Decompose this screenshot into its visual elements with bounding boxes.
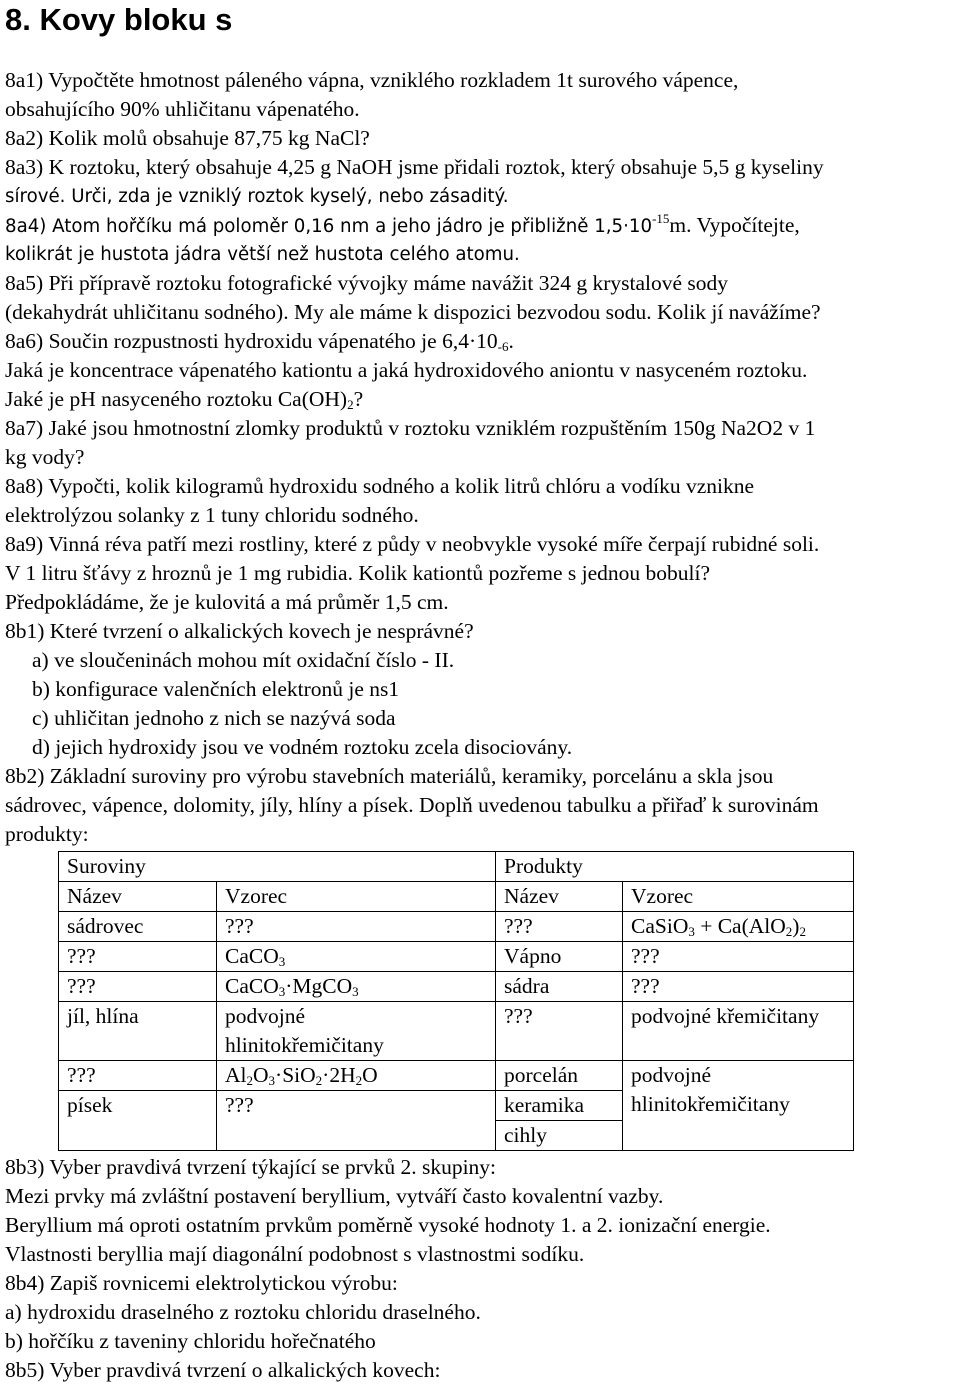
- formula-part: ·SiO: [275, 1063, 316, 1087]
- exercise-8a7-line1: 8a7) Jaké jsou hmotnostní zlomky produktů v roztoku vzniklém rozpuštěním 150g Na2O2 v 1: [5, 416, 816, 440]
- exercise-8a8-line1: 8a8) Vypočti, kolik kilogramů hydroxidu sodného a kolik litrů chlóru a vodíku vznikne: [5, 474, 755, 498]
- table-cell: Vápno: [496, 942, 623, 972]
- exercise-8a6-text-end: .: [508, 329, 514, 353]
- table-cell: [217, 972, 496, 1002]
- exercise-8a4-text-end: m. Vypočítejte,: [669, 213, 800, 237]
- exercise-8a6-ph-sub: 2: [347, 397, 354, 412]
- exercise-8a6-line3: [5, 385, 955, 414]
- cell-line: hlinitokřemičitany: [631, 1092, 790, 1116]
- header-vzorec-produkty: Vzorec: [623, 882, 854, 912]
- formula-part: CaCO: [225, 974, 279, 998]
- exercise-8a1-line2: obsahujícího 90% uhličitanu vápenatého.: [5, 97, 360, 121]
- exercise-8b4-b: b) hořčíku z taveniny chloridu hořečnatého: [5, 1329, 376, 1353]
- exercise-8a7-line2: kg vody?: [5, 445, 85, 469]
- table-row: [59, 972, 854, 1002]
- table-cell: ???: [623, 942, 854, 972]
- formula-part: ·2H: [322, 1063, 356, 1087]
- exercise-8a9-line1: 8a9) Vinná réva patří mezi rostliny, které z půdy v neobvykle vysoké míře čerpají rubidné soli.: [5, 532, 820, 556]
- formula-sub: 3: [352, 984, 359, 999]
- header-nazev-produkty: Název: [496, 882, 623, 912]
- exercise-8a6-line1: [5, 327, 955, 356]
- exercise-8b2-line3: produkty:: [5, 822, 89, 846]
- formula-sub: 3: [268, 1073, 276, 1088]
- table-row: [59, 1061, 854, 1091]
- table-cell: porcelán: [496, 1061, 623, 1091]
- formula-sub: 3: [278, 954, 286, 969]
- exercise-8b2-line2: sádrovec, vápence, dolomity, jíly, hlíny a písek. Doplň uvedenou tabulku a přiřaď k surovinám: [5, 793, 819, 817]
- formula-sub: 3: [688, 924, 695, 939]
- exercise-8a1-line1: 8a1) Vypočtěte hmotnost páleného vápna, vzniklého rozkladem 1t surového vápence,: [5, 68, 739, 92]
- cell-line: hlinitokřemičitany: [225, 1033, 384, 1057]
- exercise-8b3-statement-1: Mezi prvky má zvláštní postavení beryllium, vytváří často kovalentní vazby.: [5, 1184, 664, 1208]
- exercise-8a5-line2: (dekahydrát uhličitanu sodného). My ale máme k dispozici bezvodou sodu. Kolik jí navážíme?: [5, 300, 821, 324]
- exercise-8a6-exponent: -6: [497, 339, 509, 354]
- table-cell: ???: [496, 912, 623, 942]
- exercise-8a5-line1: 8a5) Při přípravě roztoku fotografické vývojky máme navážit 324 g krystalové sody: [5, 271, 729, 295]
- table-cell: sádra: [496, 972, 623, 1002]
- table-cell: jíl, hlína: [59, 1002, 217, 1061]
- exercise-8b1-option-c: c) uhličitan jednoho z nich se nazývá soda: [32, 706, 396, 730]
- exercise-8b4-a: a) hydroxidu draselného z roztoku chloridu draselného.: [5, 1300, 481, 1324]
- table-cell: sádrovec: [59, 912, 217, 942]
- cell-line: podvojné: [225, 1004, 306, 1028]
- table-cell: ???: [59, 942, 217, 972]
- exercise-8a6-line2: Jaká je koncentrace vápenatého kationtu a jaká hydroxidového aniontu v nasyceném roztoku.: [5, 358, 808, 382]
- exercise-8a9-line3: Předpokládáme, že je kulovitá a má průměr 1,5 cm.: [5, 590, 449, 614]
- formula-part: ): [792, 914, 800, 938]
- table-cell: písek: [59, 1091, 217, 1151]
- exercise-8b3-statement-3: Vlastnosti beryllia mají diagonální podobnost s vlastnostmi sodíku.: [5, 1242, 585, 1266]
- formula-part: CaCO: [225, 944, 279, 968]
- table-cell: [217, 1002, 496, 1061]
- table-cell: [623, 1061, 854, 1151]
- formula-sub: 2: [355, 1073, 363, 1088]
- table-cell: ???: [623, 972, 854, 1002]
- exercise-8a2: 8a2) Kolik molů obsahuje 87,75 kg NaCl?: [5, 126, 370, 150]
- exercise-8a6-ph-text: Jaké je pH nasyceného roztoku Ca(OH): [5, 387, 348, 411]
- table-row: [59, 942, 854, 972]
- formula-sub: 2: [785, 924, 793, 939]
- exercise-8b1-option-a: a) ve sloučeninách mohou mít oxidační číslo - II.: [32, 648, 455, 672]
- exercise-8a4-line1: [5, 211, 955, 240]
- exercise-8b5: 8b5) Vyber pravdivá tvrzení o alkalických kovech:: [5, 1358, 441, 1382]
- table-cell: cihly: [496, 1121, 623, 1151]
- table-cell: [623, 912, 854, 942]
- header-suroviny: Suroviny: [59, 852, 496, 882]
- table-cell: ???: [217, 912, 496, 942]
- table-row: [59, 852, 854, 882]
- table-row: [59, 882, 854, 912]
- table-cell: ???: [496, 1002, 623, 1061]
- header-vzorec-suroviny: Vzorec: [217, 882, 496, 912]
- table-cell: ???: [59, 972, 217, 1002]
- exercise-8b3-statement-2: Beryllium má oproti ostatním prvkům poměrně vysoké hodnoty 1. a 2. ionizační energie.: [5, 1213, 771, 1237]
- exercise-8a4-exponent: -15: [652, 211, 670, 226]
- raw-materials-table: [58, 851, 854, 1151]
- formula-part: O: [253, 1063, 269, 1087]
- exercise-8b3: 8b3) Vyber pravdivá tvrzení týkající se prvků 2. skupiny:: [5, 1155, 497, 1179]
- exercise-8a6-ph-end: ?: [353, 387, 364, 411]
- exercise-8b1-option-b: b) konfigurace valenčních elektronů je ns1: [32, 677, 400, 701]
- exercise-8a4-line2: kolikrát je hustota jádra větší než hustota celého atomu.: [5, 244, 520, 265]
- formula-part: + Ca(AlO: [694, 914, 786, 938]
- exercise-8a9-line2: V 1 litru šťávy z hroznů je 1 mg rubidia. Kolik kationtů pozřeme s jednou bobulí?: [5, 561, 711, 585]
- table-row: [59, 1002, 854, 1061]
- exercise-8a3-line2: sírové. Urči, zda je vzniklý roztok kyselý, nebo zásaditý.: [5, 186, 509, 207]
- table-cell: ???: [59, 1061, 217, 1091]
- table-cell: [217, 942, 496, 972]
- exercise-8b1-option-d: d) jejich hydroxidy jsou ve vodném roztoku zcela disociovány.: [32, 735, 573, 759]
- formula-part: O: [362, 1063, 378, 1087]
- exercise-8a4-text: 8a4) Atom hořčíku má poloměr 0,16 nm a jeho jádro je přibližně 1,5·10: [5, 216, 653, 237]
- formula-sub: 3: [278, 984, 286, 999]
- exercise-8a6-text: 8a6) Součin rozpustnosti hydroxidu vápenatého je 6,4·10: [5, 329, 498, 353]
- table-cell: podvojné křemičitany: [623, 1002, 854, 1061]
- formula-sub: 2: [246, 1073, 253, 1088]
- formula-part: CaSiO: [631, 914, 689, 938]
- table-row: [59, 912, 854, 942]
- exercise-8a8-line2: elektrolýzou solanky z 1 tuny chloridu sodného.: [5, 503, 419, 527]
- formula-sub: 2: [799, 924, 806, 939]
- cell-line: podvojné: [631, 1063, 712, 1087]
- header-produkty: Produkty: [496, 852, 854, 882]
- exercise-8b1: 8b1) Které tvrzení o alkalických kovech je nesprávné?: [5, 619, 474, 643]
- header-nazev-suroviny: Název: [59, 882, 217, 912]
- formula-sub: 2: [315, 1073, 323, 1088]
- table-cell: [217, 1061, 496, 1091]
- page-title: 8. Kovy bloku s: [5, 2, 233, 37]
- table-cell: keramika: [496, 1091, 623, 1121]
- exercise-8b2-line1: 8b2) Základní suroviny pro výrobu stavebních materiálů, keramiky, porcelánu a skla jsou: [5, 764, 774, 788]
- table-cell: ???: [217, 1091, 496, 1151]
- exercise-8a3-line1: 8a3) K roztoku, který obsahuje 4,25 g NaOH jsme přidali roztok, který obsahuje 5,5 g kyseliny: [5, 155, 824, 179]
- formula-part: ·MgCO: [285, 974, 353, 998]
- formula-part: Al: [225, 1063, 247, 1087]
- exercise-list: [5, 66, 955, 1385]
- exercise-8b4: 8b4) Zapiš rovnicemi elektrolytickou výrobu:: [5, 1271, 398, 1295]
- document-page: [5, 0, 955, 1385]
